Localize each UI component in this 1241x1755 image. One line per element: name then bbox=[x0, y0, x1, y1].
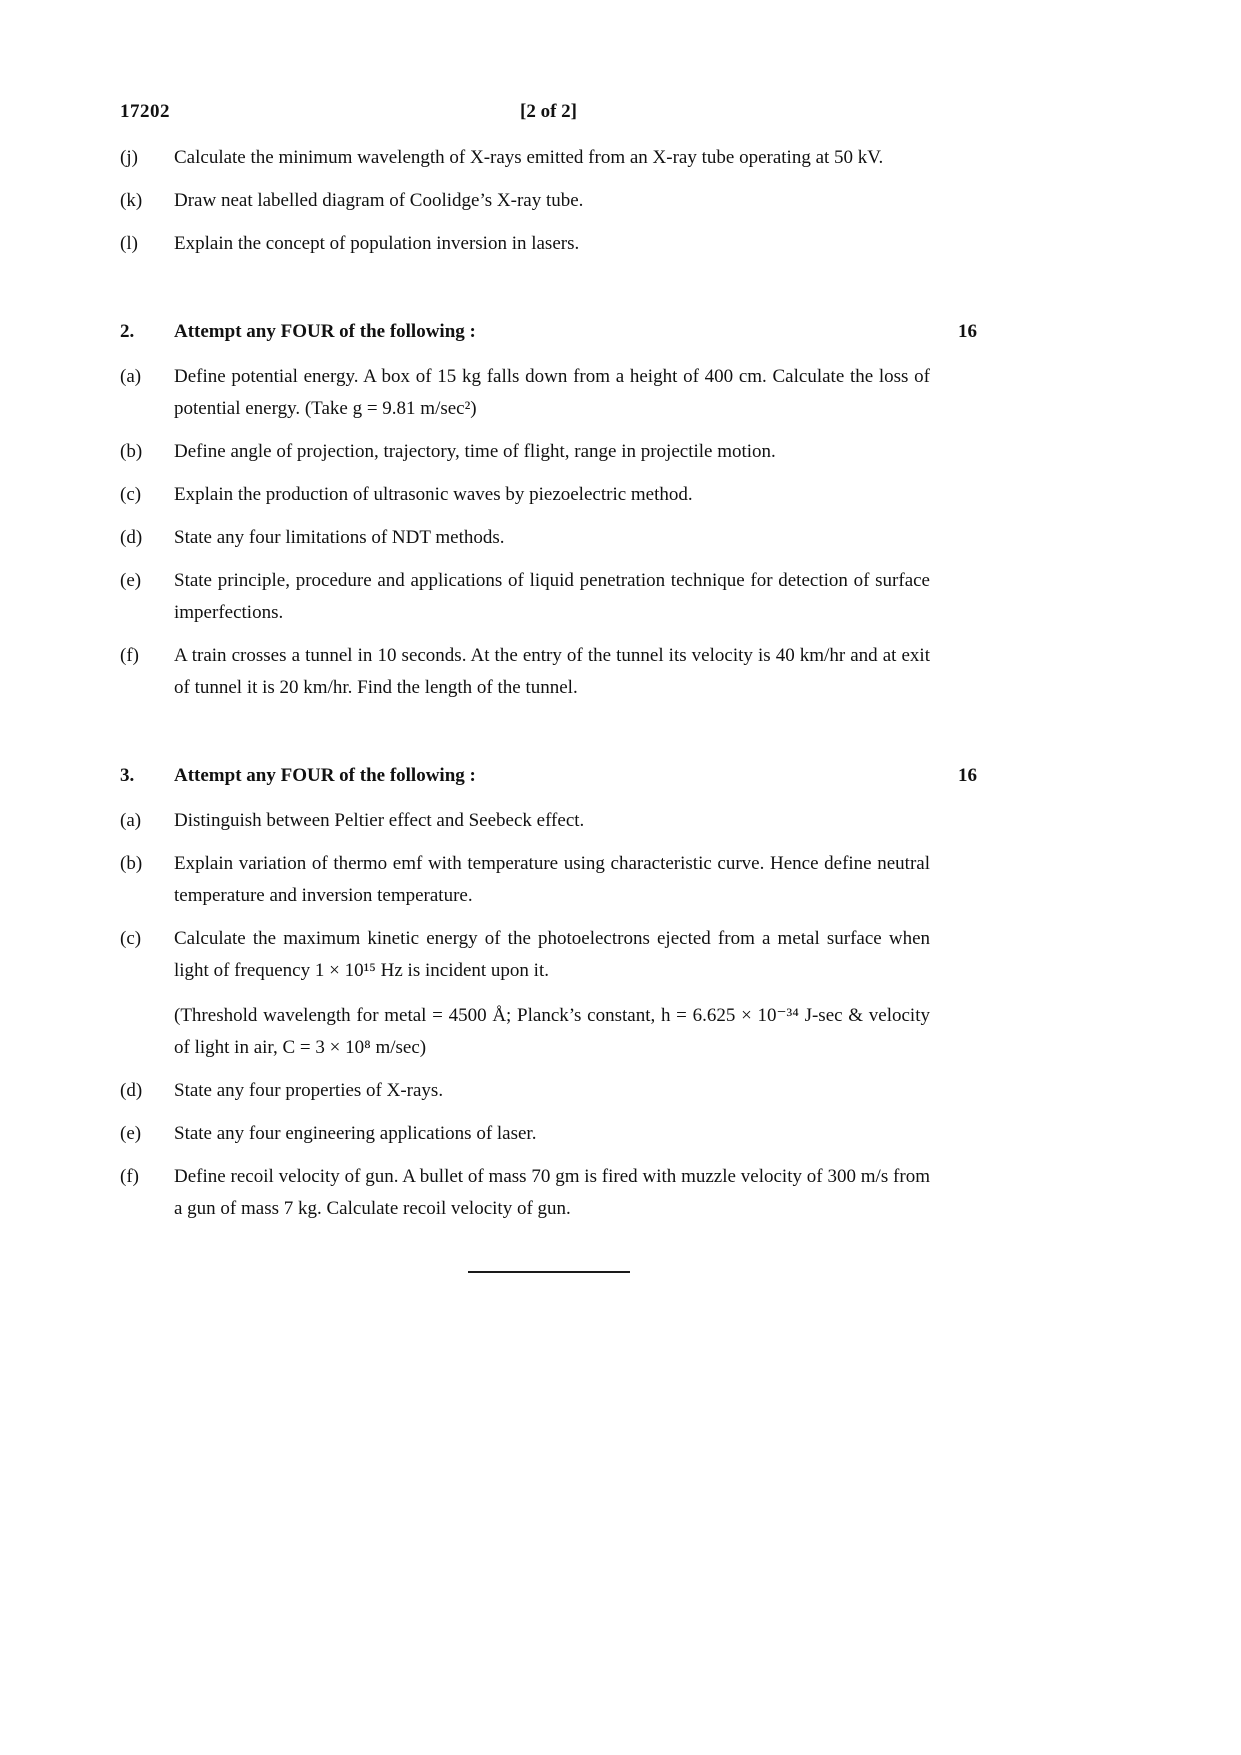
question-item bbox=[120, 805, 977, 837]
section-question-list bbox=[120, 361, 977, 704]
question-item-label: (l) bbox=[120, 233, 138, 254]
question-item bbox=[120, 1075, 977, 1107]
section-heading bbox=[120, 316, 977, 348]
question-item-text: State principle, procedure and applications of liquid penetration technique for detection of surface imperfections. bbox=[174, 570, 930, 623]
section-marks: 16 bbox=[958, 765, 977, 786]
question-item-label: (j) bbox=[120, 147, 138, 168]
question-item-text: Define angle of projection, trajectory, time of flight, range in projectile motion. bbox=[174, 441, 776, 462]
page-header bbox=[120, 96, 977, 128]
question-item bbox=[120, 923, 977, 1064]
intro-question-list bbox=[120, 142, 977, 260]
question-item-label: (c) bbox=[120, 484, 142, 505]
paper-code: 17202 bbox=[120, 101, 170, 122]
question-item-text: Define potential energy. A box of 15 kg falls down from a height of 400 cm. Calculate the loss of potential energy. (Take g = 9.81 m/sec²) bbox=[174, 366, 930, 419]
question-item-label: (f) bbox=[120, 645, 139, 666]
question-item-label: (e) bbox=[120, 570, 142, 591]
question-item-text: State any four engineering applications of laser. bbox=[174, 1123, 537, 1144]
question-item-label: (e) bbox=[120, 1123, 142, 1144]
section-marks: 16 bbox=[958, 321, 977, 342]
question-item-text: A train crosses a tunnel in 10 seconds. At the entry of the tunnel its velocity is 40 km/hr and at exit of tunnel it is 20 km/hr. Find the length of the tunnel. bbox=[174, 645, 930, 698]
question-item bbox=[120, 228, 977, 260]
question-item-text: State any four limitations of NDT methods. bbox=[174, 527, 505, 548]
question-item-text: Explain the concept of population inversion in lasers. bbox=[174, 233, 580, 254]
question-item-label: (d) bbox=[120, 1080, 143, 1101]
question-item-text: Calculate the maximum kinetic energy of the photoelectrons ejected from a metal surface when light of frequency 1 × 10¹⁵ Hz is incident upon it. bbox=[174, 928, 930, 981]
question-item bbox=[120, 522, 977, 554]
question-item-text: Explain the production of ultrasonic waves by piezoelectric method. bbox=[174, 484, 693, 505]
question-item bbox=[120, 479, 977, 511]
question-item-text: Draw neat labelled diagram of Coolidge’s X-ray tube. bbox=[174, 190, 584, 211]
question-item bbox=[120, 848, 977, 912]
question-item-label: (b) bbox=[120, 441, 143, 462]
question-item bbox=[120, 640, 977, 704]
section-title: Attempt any FOUR of the following : bbox=[174, 321, 476, 342]
section-question-3 bbox=[120, 760, 977, 1225]
section-number: 3. bbox=[120, 765, 135, 786]
question-item bbox=[120, 436, 977, 468]
question-item bbox=[120, 1161, 977, 1225]
section-number: 2. bbox=[120, 321, 135, 342]
question-item-label: (b) bbox=[120, 853, 143, 874]
end-of-paper-rule bbox=[468, 1271, 630, 1273]
question-item bbox=[120, 1118, 977, 1150]
question-item-label: (a) bbox=[120, 810, 142, 831]
question-item-text: Explain variation of thermo emf with temperature using characteristic curve. Hence define neutral temperature and inversion temperature. bbox=[174, 853, 930, 906]
question-item-text: Distinguish between Peltier effect and Seebeck effect. bbox=[174, 810, 585, 831]
section-title: Attempt any FOUR of the following : bbox=[174, 765, 476, 786]
question-item bbox=[120, 361, 977, 425]
page-number-label: [2 of 2] bbox=[520, 101, 577, 122]
question-item-label: (d) bbox=[120, 527, 143, 548]
question-item bbox=[120, 565, 977, 629]
question-item-note: (Threshold wavelength for metal = 4500 Å; Planck’s constant, h = 6.625 × 10⁻³⁴ J-sec & velocity of light in air, C = 3 × 10⁸ m/sec) bbox=[174, 1005, 930, 1058]
question-item-label: (c) bbox=[120, 928, 142, 949]
section-question-list bbox=[120, 805, 977, 1225]
question-item-text: Calculate the minimum wavelength of X-rays emitted from an X-ray tube operating at 50 kV. bbox=[174, 147, 884, 168]
question-item-label: (f) bbox=[120, 1166, 139, 1187]
question-item-label: (a) bbox=[120, 366, 142, 387]
question-item-text: State any four properties of X-rays. bbox=[174, 1080, 444, 1101]
question-item bbox=[120, 142, 977, 174]
question-item-label: (k) bbox=[120, 190, 143, 211]
section-question-2 bbox=[120, 316, 977, 704]
question-item-text: Define recoil velocity of gun. A bullet of mass 70 gm is fired with muzzle velocity of 300 m/s from a gun of mass 7 kg. Calculate recoil velocity of gun. bbox=[174, 1166, 930, 1219]
question-item bbox=[120, 185, 977, 217]
section-heading bbox=[120, 760, 977, 792]
